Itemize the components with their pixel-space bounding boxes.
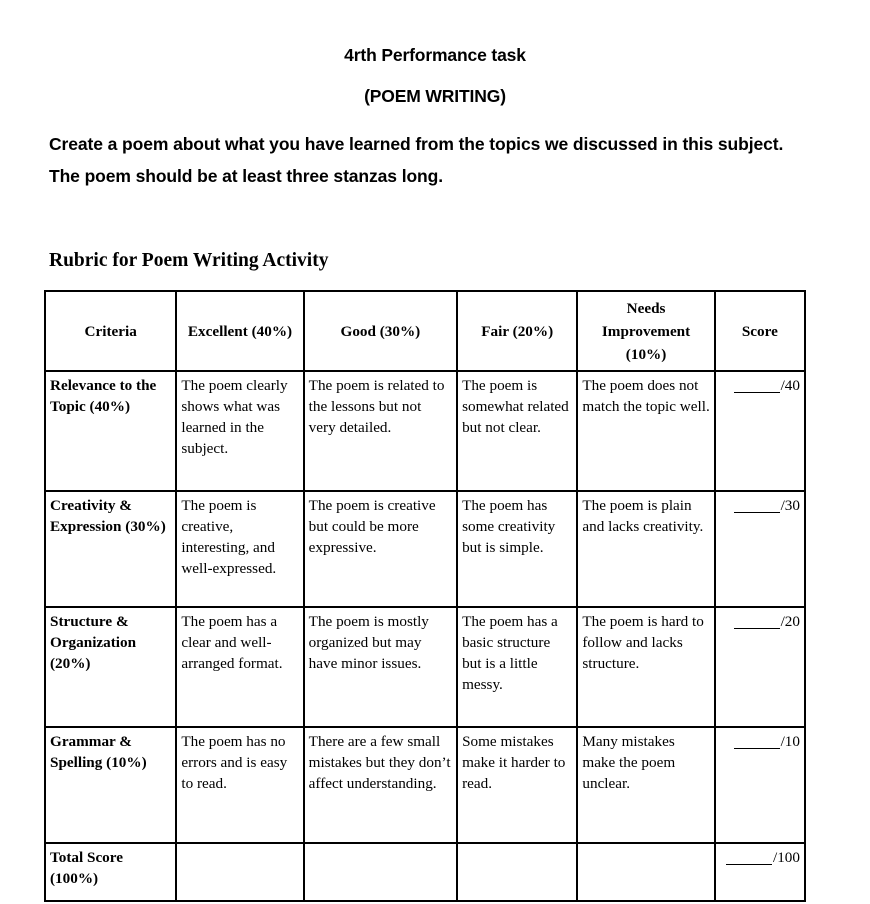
score-blank-line[interactable] xyxy=(734,377,780,393)
cell-good: The poem is creative but could be more expressive. xyxy=(304,491,457,607)
score-denominator: /10 xyxy=(780,733,800,750)
header-cell-criteria: Criteria xyxy=(45,291,176,371)
score-blank-line[interactable] xyxy=(726,849,772,865)
cell-excellent: The poem is creative, interesting, and well-expressed. xyxy=(176,491,303,607)
cell-fair: Some mistakes make it harder to read. xyxy=(457,727,577,843)
cell-needs-improvement: The poem does not match the topic well. xyxy=(577,371,714,491)
table-header-row xyxy=(45,291,805,371)
rubric-heading: Rubric for Poem Writing Activity xyxy=(49,250,329,271)
cell-criteria: Structure & Organization (20%) xyxy=(45,607,176,727)
cell-score[interactable] xyxy=(715,371,805,491)
score-denominator: /40 xyxy=(780,377,800,394)
cell-fair: The poem is somewhat related but not clear. xyxy=(457,371,577,491)
score-blank-line[interactable] xyxy=(734,497,780,513)
cell-fair xyxy=(457,843,577,901)
table-row xyxy=(45,607,805,727)
cell-good: There are a few small mistakes but they don’t affect understanding. xyxy=(304,727,457,843)
cell-score[interactable] xyxy=(715,727,805,843)
header-cell-excellent: Excellent (40%) xyxy=(176,291,303,371)
cell-needs-improvement: Many mistakes make the poem unclear. xyxy=(577,727,714,843)
cell-excellent: The poem has a clear and well-arranged format. xyxy=(176,607,303,727)
cell-score-total[interactable] xyxy=(715,843,805,901)
score-denominator: /30 xyxy=(780,497,800,514)
cell-good: The poem is related to the lessons but not very detailed. xyxy=(304,371,457,491)
cell-excellent: The poem clearly shows what was learned in the subject. xyxy=(176,371,303,491)
rubric-table-container xyxy=(44,290,810,902)
rubric-table xyxy=(44,290,806,902)
header-cell-needs-improvement: Needs Improvement (10%) xyxy=(577,291,714,371)
table-row xyxy=(45,371,805,491)
table-row xyxy=(45,491,805,607)
cell-needs-improvement: The poem is hard to follow and lacks structure. xyxy=(577,607,714,727)
score-denominator: /100 xyxy=(772,849,800,866)
cell-needs-improvement: The poem is plain and lacks creativity. xyxy=(577,491,714,607)
cell-criteria: Grammar & Spelling (10%) xyxy=(45,727,176,843)
cell-score[interactable] xyxy=(715,491,805,607)
document-title-line-2: (POEM WRITING) xyxy=(364,86,506,106)
score-blank-line[interactable] xyxy=(734,733,780,749)
cell-score[interactable] xyxy=(715,607,805,727)
cell-good: The poem is mostly organized but may have minor issues. xyxy=(304,607,457,727)
cell-needs-improvement xyxy=(577,843,714,901)
instruction-paragraph: Create a poem about what you have learned from the topics we discussed in this subject. The poem should be at least three stanzas long. xyxy=(49,134,784,186)
table-row-total xyxy=(45,843,805,901)
cell-criteria: Relevance to the Topic (40%) xyxy=(45,371,176,491)
cell-criteria-total: Total Score (100%) xyxy=(45,843,176,901)
cell-fair: The poem has a basic structure but is a little messy. xyxy=(457,607,577,727)
cell-good xyxy=(304,843,457,901)
header-cell-fair: Fair (20%) xyxy=(457,291,577,371)
document-title-line-1: 4rth Performance task xyxy=(344,45,526,65)
cell-fair: The poem has some creativity but is simple. xyxy=(457,491,577,607)
cell-criteria: Creativity & Expression (30%) xyxy=(45,491,176,607)
header-cell-score: Score xyxy=(715,291,805,371)
cell-excellent xyxy=(176,843,303,901)
score-denominator: /20 xyxy=(780,613,800,630)
header-cell-good: Good (30%) xyxy=(304,291,457,371)
cell-excellent: The poem has no errors and is easy to read. xyxy=(176,727,303,843)
table-row xyxy=(45,727,805,843)
score-blank-line[interactable] xyxy=(734,613,780,629)
